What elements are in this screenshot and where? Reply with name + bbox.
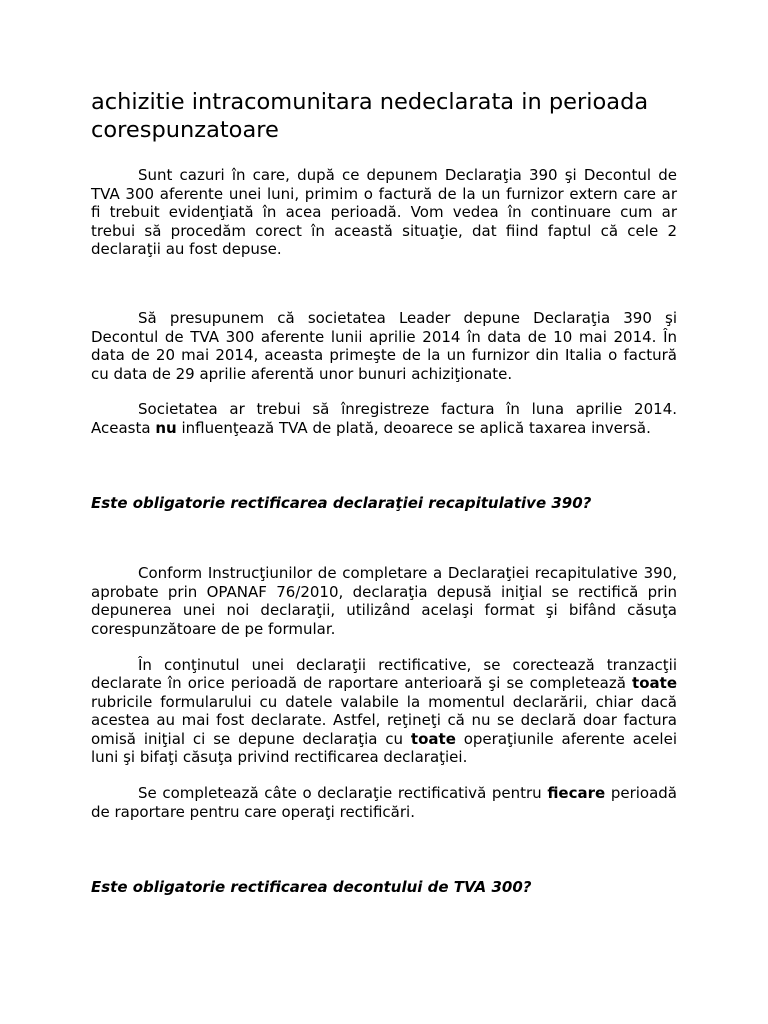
text-run: perioadă de raportare pentru care operaţi rectificări. [91, 784, 677, 821]
text-run: Se completează câte o declaraţie rectificativă pentru [138, 784, 548, 803]
paragraph-intro: Sunt cazuri în care, după ce depunem Declaraţia 390 şi Decontul de TVA 300 aferente unei luni, primim o factură de la un furnizor extern care ar fi trebuit evidenţiată în acea perioadă. Vom vedea în continuare cum ar trebui să procedăm corect în această situaţie, dat fiind faptul că cele 2 declaraţii au fost depuse. [91, 166, 677, 259]
bold-text-fiecare: fiecare [547, 784, 606, 803]
spacer [91, 438, 677, 494]
paragraph-rectification-content [91, 656, 677, 768]
paragraph-example: Să presupunem că societatea Leader depune Declaraţia 390 şi Decontul de TVA 300 aferente lunii aprilie 2014 în data de 10 mai 2014. În data de 20 mai 2014, aceasta primeşte de la un furnizor din Italia o factură cu data de 29 aprilie aferentă unor bunuri achiziţionate. [91, 308, 677, 383]
spacer [91, 767, 677, 784]
document-title: achizitie intracomunitara nedeclarata in perioada corespunzatoare [91, 89, 649, 143]
spacer [91, 512, 677, 564]
bold-text-toate: toate [410, 729, 456, 748]
text-run: operaţiunile aferente acelei luni şi bifaţi căsuţa privind rectificarea declaraţiei. [91, 729, 677, 767]
text-run: rubricile formularului cu datele valabile la momentul declarării, chiar dacă acestea au mai fost declarate. Astfel, reţineţi că nu se declară doar factura omisă iniţial ci se depune declaraţia cu [91, 692, 677, 748]
spacer [91, 259, 677, 309]
text-run: În conţinutul unei declaraţii rectificative, se corectează tranzacţii declarate în orice perioadă de raportare anterioară şi se completează [91, 655, 677, 693]
paragraph-instructions: Conform Instrucţiunilor de completare a Declaraţiei recapitulative 390, aprobate prin OPANAF 76/2010, declaraţia depusă iniţial se rectifică prin depunerea unei noi declaraţii, utilizând acelaşi format şi bifând căsuţa corespunzătoare de pe formular. [91, 564, 677, 638]
section-heading-390: Este obligatorie rectificarea declaraţiei recapitulative 390? [91, 493, 592, 512]
text-run: Societatea ar trebui să înregistreze factura în luna aprilie 2014. Aceasta [91, 400, 677, 437]
bold-text-toate: toate [632, 674, 677, 693]
bold-text-nu: nu [155, 418, 177, 437]
paragraph-registration [91, 400, 677, 437]
section-heading-300: Este obligatorie rectificarea decontului de TVA 300? [91, 878, 532, 897]
spacer [91, 821, 677, 878]
paragraph-each-period [91, 784, 677, 821]
text-run: influenţează TVA de plată, deoarece se aplică taxarea inversă. [176, 418, 651, 437]
spacer [91, 383, 677, 400]
spacer [91, 639, 677, 656]
